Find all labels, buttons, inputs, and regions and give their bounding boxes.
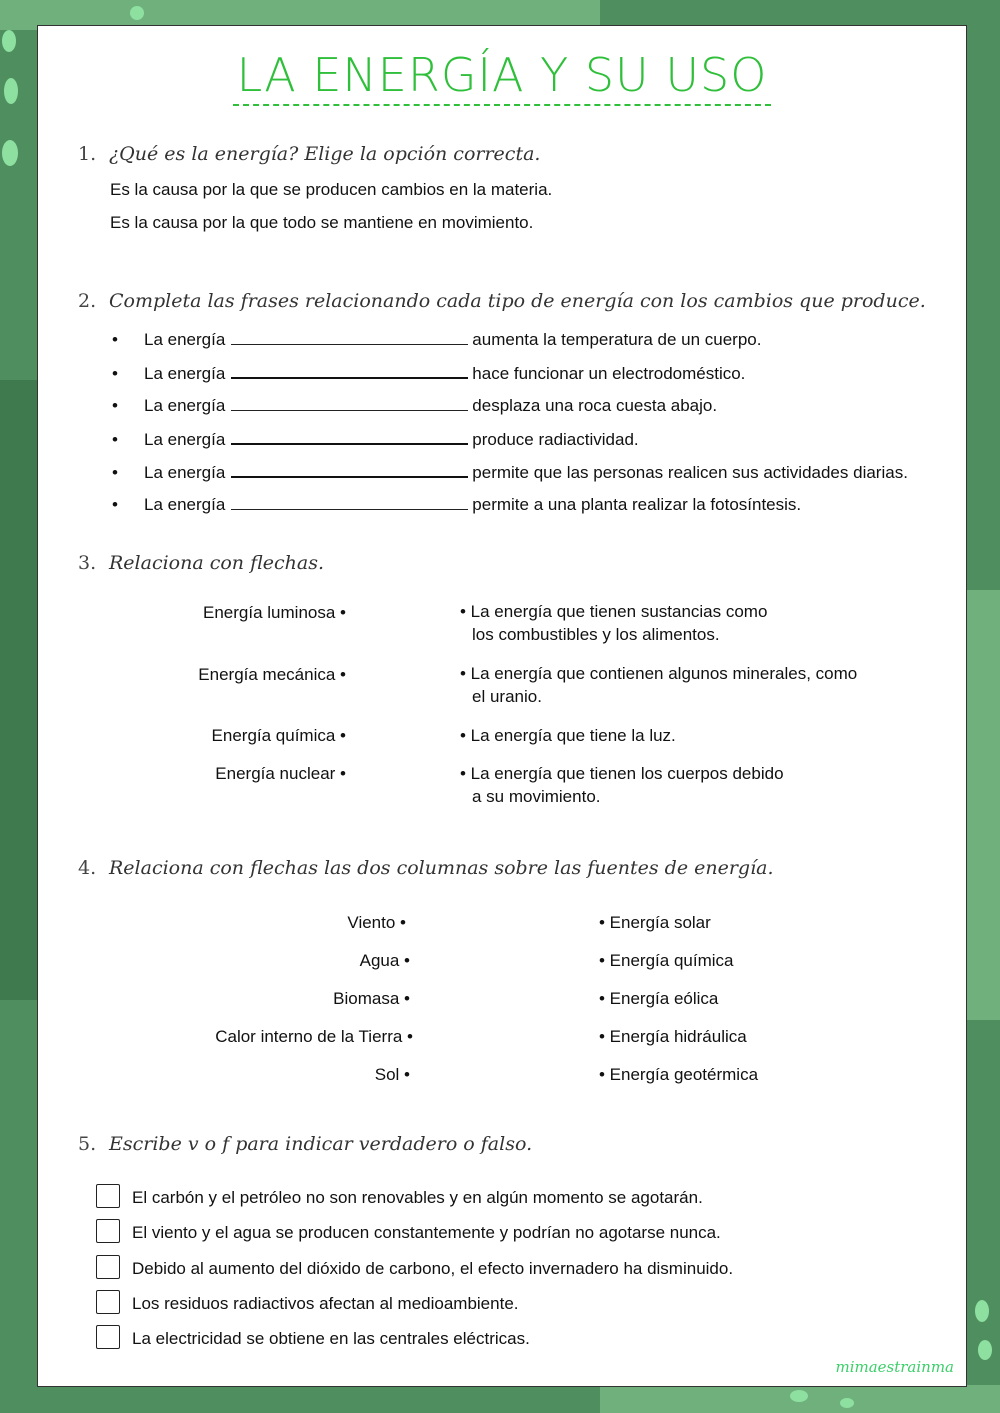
question-1-prompt: 1. ¿Qué es la energía? Elige la opción correcta. — [78, 143, 541, 165]
page-title: LA ENERGÍA Y SU USO — [38, 48, 966, 102]
background-shape-left — [0, 380, 38, 1000]
q3-right-line: • La energía que tienen los cuerpos debido — [460, 764, 784, 783]
q2-answer-blank[interactable] — [231, 494, 468, 510]
q3-right-line: • La energía que contienen algunos minerales, como — [460, 664, 858, 683]
q5-statement-text: Debido al aumento del dióxido de carbono, el efecto invernadero ha disminuido. — [132, 1259, 734, 1278]
true-false-answer-box[interactable] — [96, 1255, 120, 1279]
question-4-prompt: 4. Relaciona con flechas las dos columnas sobre las fuentes de energía. — [78, 857, 774, 879]
true-false-answer-box[interactable] — [96, 1325, 120, 1349]
q3-right-line: • La energía que tiene la luz. — [460, 726, 676, 745]
q2-sentence: • La energía permite a una planta realizar la fotosíntesis. — [112, 495, 802, 514]
q3-right-line: los combustibles y los alimentos. — [472, 625, 720, 644]
q3-left-item[interactable]: Energía nuclear • — [215, 764, 346, 783]
q1-option[interactable]: Es la causa por la que se producen cambios en la materia. — [110, 180, 553, 199]
author-signature: mimaestrainma — [835, 1358, 954, 1376]
decor-dot — [4, 78, 18, 104]
true-false-answer-box[interactable] — [96, 1290, 120, 1314]
decor-dot — [2, 30, 16, 52]
question-3-prompt: 3. Relaciona con flechas. — [78, 552, 324, 574]
q3-right-line: a su movimiento. — [472, 787, 601, 806]
decor-dot — [130, 6, 144, 20]
q5-statement-text: La electricidad se obtiene en las centrales eléctricas. — [132, 1329, 530, 1348]
q4-left-item[interactable]: Viento • — [347, 913, 406, 932]
q2-answer-blank[interactable] — [231, 428, 468, 445]
true-false-answer-box[interactable] — [96, 1184, 120, 1208]
q4-left-item[interactable]: Sol • — [374, 1065, 410, 1084]
q5-statement-text: El carbón y el petróleo no son renovables y en algún momento se agotarán. — [132, 1188, 703, 1207]
q2-sentence: • La energía produce radiactividad. — [112, 430, 639, 449]
decor-dot — [975, 1300, 989, 1322]
q2-sentence: • La energía permite que las personas realicen sus actividades diarias. — [112, 463, 908, 482]
q3-right-item[interactable] — [460, 724, 676, 747]
q4-right-item[interactable]: • Energía solar — [599, 913, 711, 932]
q2-sentence: • La energía hace funcionar un electrodoméstico. — [112, 364, 746, 383]
q2-sentence: • La energía desplaza una roca cuesta abajo. — [112, 396, 718, 415]
q3-left-item[interactable]: Energía química • — [211, 726, 346, 745]
q2-answer-blank[interactable] — [231, 395, 468, 411]
q5-statement-text: Los residuos radiactivos afectan al medioambiente. — [132, 1294, 519, 1313]
decor-dot — [790, 1390, 808, 1402]
q3-left-item[interactable]: Energía luminosa • — [203, 603, 346, 622]
q3-right-line: • La energía que tienen sustancias como — [460, 602, 768, 621]
background-shape-right — [966, 590, 1000, 1020]
q4-left-item[interactable]: Biomasa • — [333, 989, 410, 1008]
q3-right-item[interactable] — [460, 762, 784, 808]
q2-answer-blank[interactable] — [231, 362, 468, 379]
question-2-prompt: 2. Completa las frases relacionando cada tipo de energía con los cambios que produce. — [78, 290, 926, 312]
decor-dot — [2, 140, 18, 166]
q4-right-item[interactable]: • Energía geotérmica — [599, 1065, 759, 1084]
q4-left-item[interactable]: Agua • — [359, 951, 410, 970]
q4-right-item[interactable]: • Energía química — [599, 951, 734, 970]
question-5-prompt: 5. Escribe v o f para indicar verdadero o falso. — [78, 1133, 533, 1155]
q2-sentence: • La energía aumenta la temperatura de un cuerpo. — [112, 330, 762, 349]
q2-answer-blank[interactable] — [231, 329, 468, 345]
q4-right-item[interactable]: • Energía hidráulica — [599, 1027, 747, 1046]
q3-right-item[interactable] — [460, 662, 857, 708]
q3-right-item[interactable] — [460, 600, 767, 646]
true-false-answer-box[interactable] — [96, 1219, 120, 1243]
q2-answer-blank[interactable] — [231, 461, 468, 478]
q5-statement-text: El viento y el agua se producen constantemente y podrían no agotarse nunca. — [132, 1223, 721, 1242]
q1-option[interactable]: Es la causa por la que todo se mantiene en movimiento. — [110, 213, 534, 232]
decor-dot — [840, 1398, 854, 1408]
decor-dot — [978, 1340, 992, 1360]
worksheet-page — [37, 25, 967, 1387]
q4-left-item[interactable]: Calor interno de la Tierra • — [215, 1027, 413, 1046]
q3-right-line: el uranio. — [472, 687, 542, 706]
q3-left-item[interactable]: Energía mecánica • — [198, 665, 346, 684]
q4-right-item[interactable]: • Energía eólica — [599, 989, 719, 1008]
